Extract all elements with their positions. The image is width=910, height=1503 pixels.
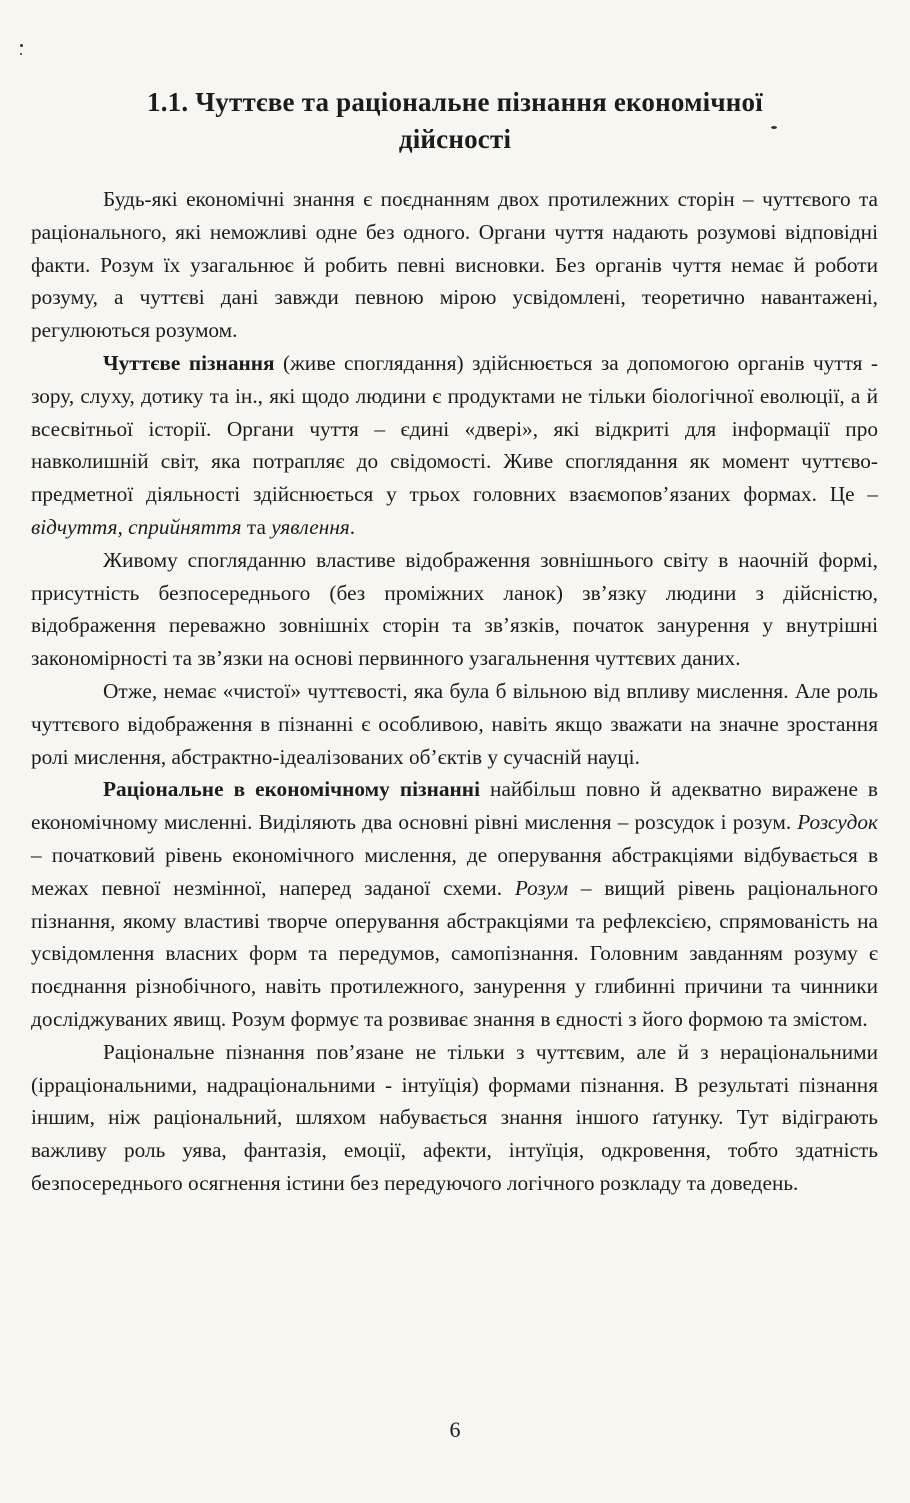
- paragraph-3: Живому спогляданню властиве відображення зовнішнього світу в наочній формі, присутність безпосереднього (без проміжних ланок) зв’язку людини з дійсністю, відображення переважно зовнішніх сторін та зв’язків, початок занурення у внутрішні закономірності та зв’язки на основі первинного узагальнення чуттєвих даних.: [31, 547, 878, 671]
- term-representation: уявлення: [271, 514, 350, 539]
- paragraph-6: Раціональне пізнання пов’язане не тільки з чуттєвим, але й з нераціональними (ірраціональними, надраціональними - інтуїція) формами пізнання. В результаті пізнання іншим, ніж раціональний, шляхом набувається знання іншого ґатунку. Тут відіграють важливу роль уява, фантазія, емоції, афекти, інтуїція, одкровення, тобто здатність безпосереднього осягнення істини без передуючого логічного розкладу та доведень.: [31, 1039, 878, 1195]
- paragraph-4: Отже, немає «чистої» чуттєвості, яка була б вільною від впливу мислення. Але роль чуттєвого відображення в пізнанні є особливою, навіть якщо зважати на значне зростання ролі мислення, абстрактно-ідеалізованих об’єктів у сучасній науці.: [31, 678, 878, 769]
- scan-speck: [20, 44, 23, 47]
- term-reason: Розум: [514, 875, 569, 900]
- paragraph-5-text: найбільш повно й адекватно виражене в економічному мисленні. Виділяють два основні рівні мислення – розсудок і розум.: [31, 777, 878, 835]
- page-number: 6: [449, 1417, 461, 1442]
- term-sensation-perception: відчуття, сприйняття: [31, 514, 242, 539]
- paragraph-1: Будь-які економічні знання є поєднанням двох протилежних сторін – чуттєвого та раціонального, які неможливі одне без одного. Органи чуття надають розумові відповідні факти. Розум їх узагальнює й робить певні висновки. Без органів чуття немає й роботи розуму, а чуттєві дані завжди певною мірою усвідомлені, теоретично навантажені, регулюються розумом.: [31, 187, 878, 343]
- body-text: [31, 183, 878, 1200]
- paragraph-5-text: – початковий рівень економічного мислення, де оперування абстракціями відбувається в межах певної незмінної, наперед заданої схеми.: [31, 842, 878, 900]
- term-rational-cognition: Раціональне в економічному пізнанні: [103, 777, 480, 802]
- heading-line-2: дійсності: [398, 124, 512, 154]
- scan-speck: [20, 53, 22, 55]
- paragraph-2-text: .: [349, 514, 356, 539]
- term-sensory-cognition: Чуттєве пізнання: [103, 350, 275, 375]
- section-heading: [60, 84, 850, 158]
- paragraph-2-text: та: [241, 514, 272, 539]
- paragraph-2-text: (живе споглядання) здійснюється за допомогою органів чуття - зору, слуху, дотику та ін., які щодо людини є продуктами не тільки біологічної еволюції, а й всесвітньої історії. Органи чуття – єдині «двері», які відкриті для інформації про навколишній світ, яка потрапляє до свідомості. Живе споглядання як момент чуттєво-предметної діяльності здійснюється у трьох головних взаємопов’язаних формах. Це –: [31, 350, 878, 507]
- paragraph-2: [31, 347, 878, 544]
- heading-line-1: 1.1. Чуттєве та раціональне пізнання економічної: [147, 87, 763, 117]
- paragraph-5-text: – вищий рівень раціонального пізнання, якому властиві творче оперування абстракціями та рефлексією, спрямованість на усвідомлення власних форм та передумов, самопізнання. Головним завданням розуму є поєднання різнобічного, навіть протилежного, занурення у глибинні причини та чинники досліджуваних явищ. Розум формує та розвиває знання в єдності з його формою та змістом.: [31, 875, 878, 1031]
- paragraph-5: [31, 773, 878, 1035]
- term-understanding: Розсудок: [797, 810, 878, 835]
